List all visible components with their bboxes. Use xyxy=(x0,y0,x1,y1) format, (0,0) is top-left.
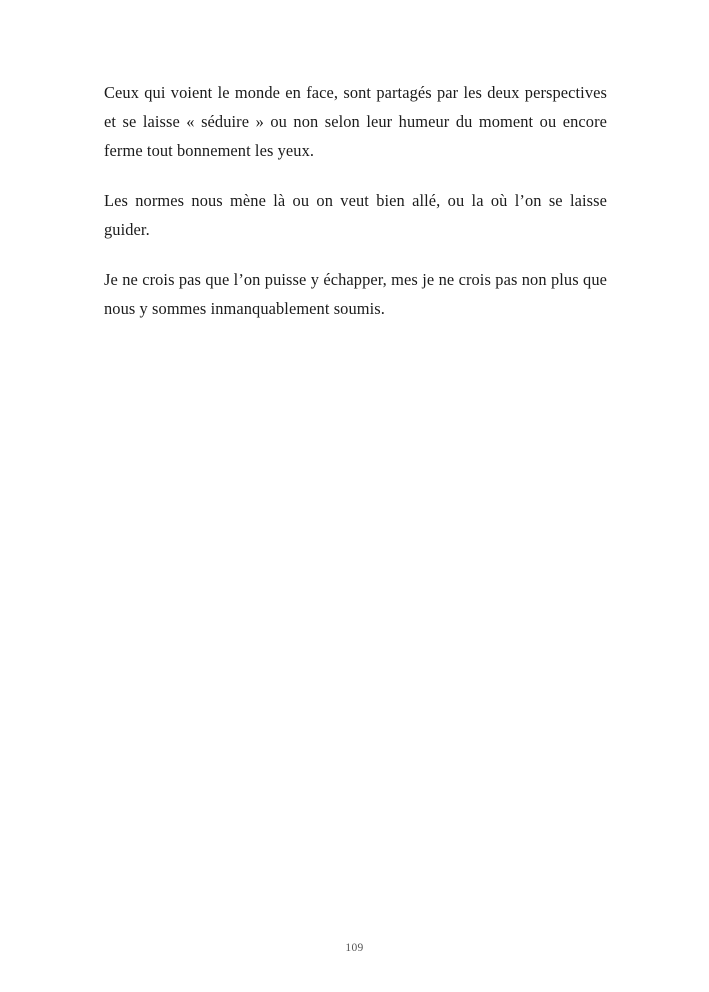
paragraph: Ceux qui voient le monde en face, sont partagés par les deux perspectives et se laisse « séduire » ou non selon leur humeur du moment ou encore ferme tout bonnement les yeux. xyxy=(104,83,607,160)
page-number: 109 xyxy=(345,942,364,954)
paragraph: Les normes nous mène là ou on veut bien allé, ou la où l’on se laisse guider. xyxy=(104,191,607,239)
paragraph: Je ne crois pas que l’on puisse y échapper, mes je ne crois pas non plus que nous y sommes inmanquablement soumis. xyxy=(104,270,607,318)
page-body xyxy=(104,78,607,323)
